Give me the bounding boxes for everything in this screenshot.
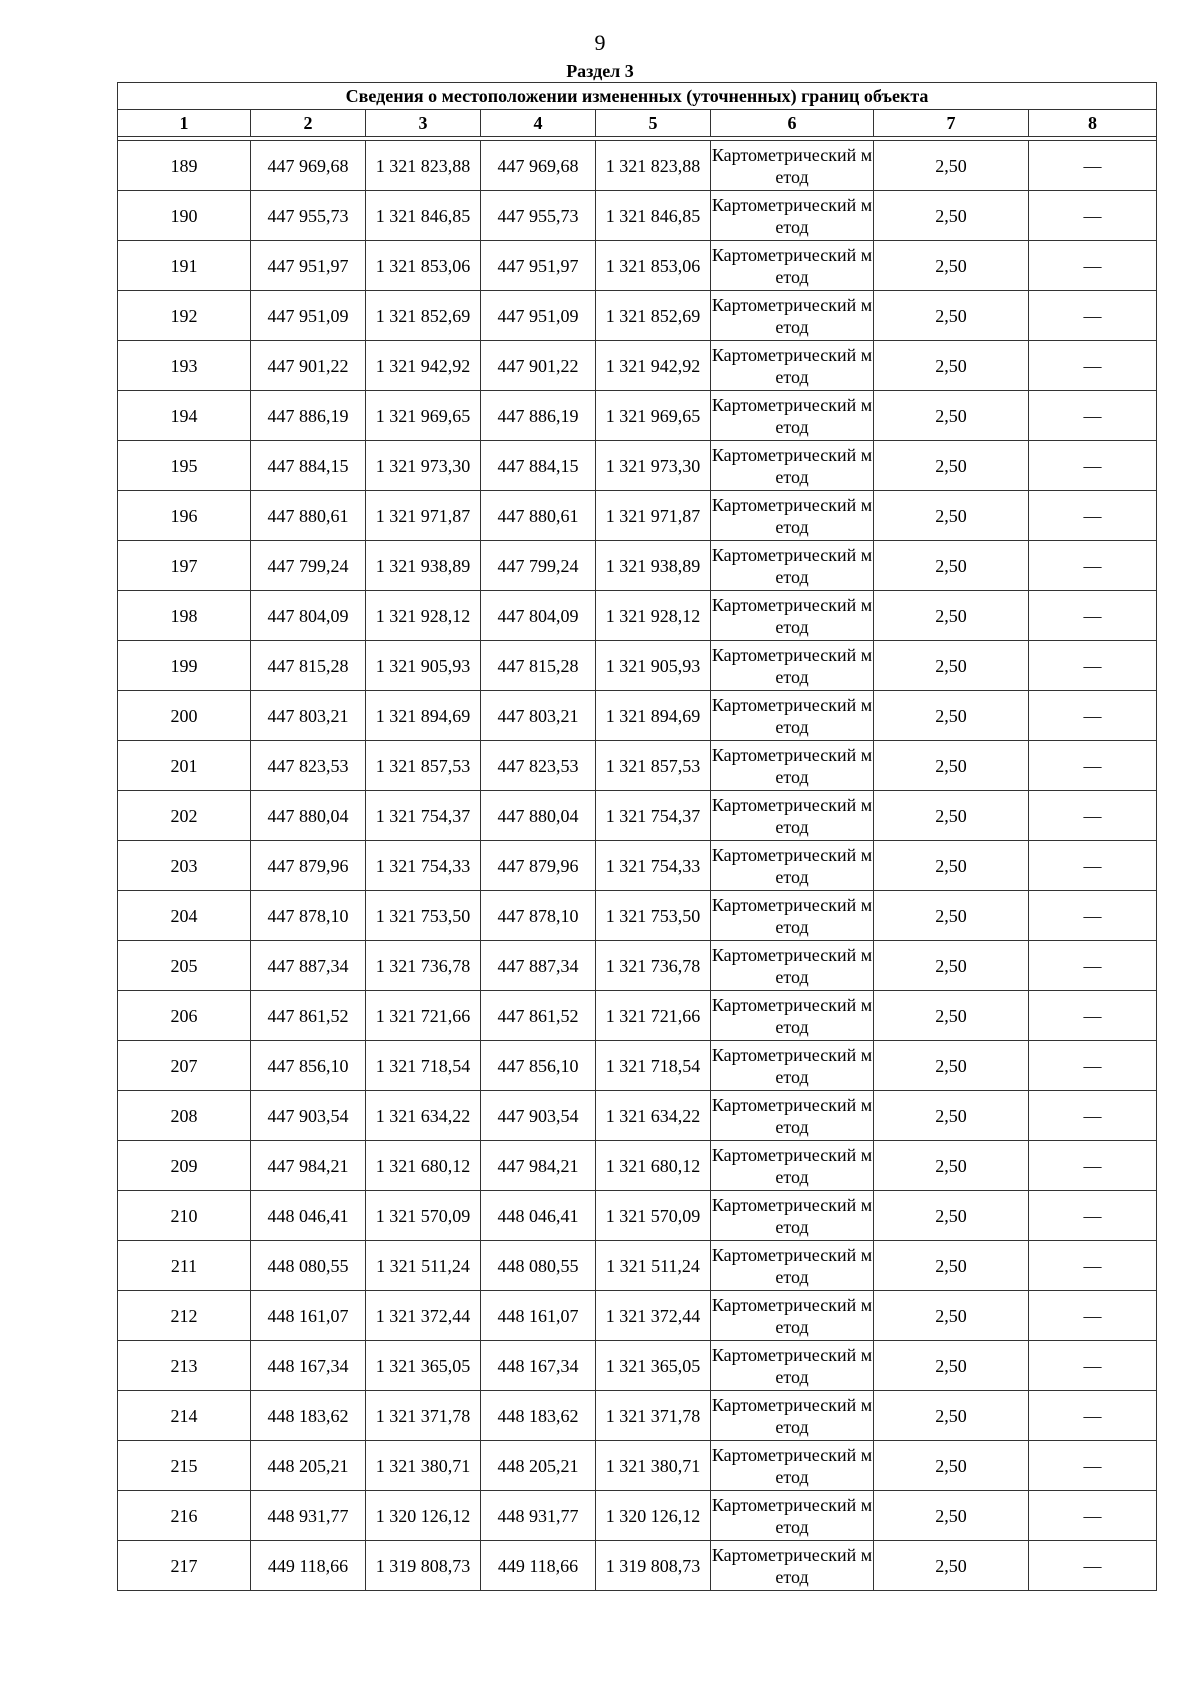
cell-accuracy: 2,50 — [874, 141, 1029, 191]
table-row — [118, 841, 1157, 891]
cell-method: Картометрический метод — [711, 641, 874, 691]
table-row — [118, 1541, 1157, 1591]
cell-description: — — [1029, 1341, 1157, 1391]
table-caption: Сведения о местоположении измененных (уточненных) границ объекта — [118, 83, 1157, 110]
cell-y-refined: 1 321 365,05 — [596, 1341, 711, 1391]
cell-accuracy: 2,50 — [874, 591, 1029, 641]
cell-y-refined: 1 321 853,06 — [596, 241, 711, 291]
cell-x-existing: 447 884,15 — [251, 441, 366, 491]
cell-point-number: 189 — [118, 141, 251, 191]
cell-accuracy: 2,50 — [874, 1441, 1029, 1491]
cell-y-refined: 1 320 126,12 — [596, 1491, 711, 1541]
cell-x-refined: 447 804,09 — [481, 591, 596, 641]
cell-description: — — [1029, 741, 1157, 791]
cell-x-existing: 447 951,97 — [251, 241, 366, 291]
cell-accuracy: 2,50 — [874, 941, 1029, 991]
cell-point-number: 205 — [118, 941, 251, 991]
cell-x-existing: 447 861,52 — [251, 991, 366, 1041]
cell-y-existing: 1 321 928,12 — [366, 591, 481, 641]
cell-method: Картометрический метод — [711, 1241, 874, 1291]
cell-y-existing: 1 321 754,37 — [366, 791, 481, 841]
cell-accuracy: 2,50 — [874, 341, 1029, 391]
cell-point-number: 208 — [118, 1091, 251, 1141]
cell-x-refined: 447 880,04 — [481, 791, 596, 841]
cell-x-existing: 447 878,10 — [251, 891, 366, 941]
column-number-3: 3 — [366, 110, 481, 137]
cell-y-refined: 1 321 736,78 — [596, 941, 711, 991]
cell-description: — — [1029, 1291, 1157, 1341]
table-row — [118, 1141, 1157, 1191]
table-row — [118, 191, 1157, 241]
cell-accuracy: 2,50 — [874, 691, 1029, 741]
table-row — [118, 1091, 1157, 1141]
cell-point-number: 195 — [118, 441, 251, 491]
cell-description: — — [1029, 191, 1157, 241]
cell-method: Картометрический метод — [711, 741, 874, 791]
column-number-row — [118, 110, 1157, 137]
cell-description: — — [1029, 1191, 1157, 1241]
cell-y-existing: 1 321 938,89 — [366, 541, 481, 591]
cell-y-existing: 1 321 718,54 — [366, 1041, 481, 1091]
cell-method: Картометрический метод — [711, 1291, 874, 1341]
cell-description: — — [1029, 391, 1157, 441]
cell-x-refined: 447 969,68 — [481, 141, 596, 191]
cell-point-number: 191 — [118, 241, 251, 291]
cell-x-refined: 447 901,22 — [481, 341, 596, 391]
cell-x-refined: 447 951,09 — [481, 291, 596, 341]
cell-x-existing: 447 856,10 — [251, 1041, 366, 1091]
cell-point-number: 215 — [118, 1441, 251, 1491]
table-row — [118, 441, 1157, 491]
cell-method: Картометрический метод — [711, 491, 874, 541]
cell-x-refined: 448 205,21 — [481, 1441, 596, 1491]
cell-method: Картометрический метод — [711, 1391, 874, 1441]
cell-description: — — [1029, 1041, 1157, 1091]
cell-x-refined: 448 161,07 — [481, 1291, 596, 1341]
cell-description: — — [1029, 1491, 1157, 1541]
cell-x-existing: 449 118,66 — [251, 1541, 366, 1591]
cell-x-existing: 447 823,53 — [251, 741, 366, 791]
cell-description: — — [1029, 1091, 1157, 1141]
cell-description: — — [1029, 441, 1157, 491]
cell-x-refined: 447 879,96 — [481, 841, 596, 891]
cell-x-refined: 447 815,28 — [481, 641, 596, 691]
table-row — [118, 1041, 1157, 1091]
cell-accuracy: 2,50 — [874, 1491, 1029, 1541]
cell-accuracy: 2,50 — [874, 541, 1029, 591]
cell-y-refined: 1 321 754,33 — [596, 841, 711, 891]
table-row — [118, 691, 1157, 741]
cell-method: Картометрический метод — [711, 1341, 874, 1391]
cell-y-existing: 1 321 846,85 — [366, 191, 481, 241]
column-number-8: 8 — [1029, 110, 1157, 137]
cell-x-refined: 447 903,54 — [481, 1091, 596, 1141]
cell-point-number: 211 — [118, 1241, 251, 1291]
table-row — [118, 791, 1157, 841]
cell-method: Картометрический метод — [711, 141, 874, 191]
cell-method: Картометрический метод — [711, 541, 874, 591]
cell-y-existing: 1 321 372,44 — [366, 1291, 481, 1341]
cell-method: Картометрический метод — [711, 841, 874, 891]
cell-y-refined: 1 321 973,30 — [596, 441, 711, 491]
cell-description: — — [1029, 491, 1157, 541]
cell-method: Картометрический метод — [711, 291, 874, 341]
cell-point-number: 200 — [118, 691, 251, 741]
cell-x-refined: 447 861,52 — [481, 991, 596, 1041]
cell-x-existing: 448 167,34 — [251, 1341, 366, 1391]
column-number-2: 2 — [251, 110, 366, 137]
cell-y-refined: 1 321 372,44 — [596, 1291, 711, 1341]
cell-x-refined: 447 880,61 — [481, 491, 596, 541]
table-row — [118, 1241, 1157, 1291]
cell-method: Картометрический метод — [711, 1091, 874, 1141]
cell-y-existing: 1 321 680,12 — [366, 1141, 481, 1191]
cell-point-number: 199 — [118, 641, 251, 691]
cell-y-refined: 1 321 905,93 — [596, 641, 711, 691]
cell-y-refined: 1 321 380,71 — [596, 1441, 711, 1491]
cell-x-existing: 447 901,22 — [251, 341, 366, 391]
cell-x-refined: 447 951,97 — [481, 241, 596, 291]
cell-accuracy: 2,50 — [874, 1291, 1029, 1341]
table-row — [118, 491, 1157, 541]
column-number-1: 1 — [118, 110, 251, 137]
cell-accuracy: 2,50 — [874, 241, 1029, 291]
cell-y-existing: 1 321 894,69 — [366, 691, 481, 741]
cell-description: — — [1029, 241, 1157, 291]
cell-y-refined: 1 321 754,37 — [596, 791, 711, 841]
cell-x-existing: 447 951,09 — [251, 291, 366, 341]
cell-description: — — [1029, 991, 1157, 1041]
cell-method: Картометрический метод — [711, 1191, 874, 1241]
cell-y-refined: 1 321 971,87 — [596, 491, 711, 541]
section-title: Раздел 3 — [566, 61, 634, 81]
cell-y-existing: 1 321 973,30 — [366, 441, 481, 491]
cell-point-number: 190 — [118, 191, 251, 241]
table-caption-row — [118, 83, 1157, 110]
cell-y-refined: 1 321 511,24 — [596, 1241, 711, 1291]
cell-y-existing: 1 321 380,71 — [366, 1441, 481, 1491]
cell-description: — — [1029, 941, 1157, 991]
cell-point-number: 214 — [118, 1391, 251, 1441]
page-number: 9 — [594, 30, 606, 55]
cell-y-refined: 1 321 969,65 — [596, 391, 711, 441]
cell-y-refined: 1 321 680,12 — [596, 1141, 711, 1191]
cell-description: — — [1029, 541, 1157, 591]
cell-accuracy: 2,50 — [874, 1191, 1029, 1241]
cell-method: Картометрический метод — [711, 1041, 874, 1091]
cell-point-number: 206 — [118, 991, 251, 1041]
cell-x-refined: 447 803,21 — [481, 691, 596, 741]
cell-point-number: 217 — [118, 1541, 251, 1591]
cell-method: Картометрический метод — [711, 891, 874, 941]
cell-point-number: 196 — [118, 491, 251, 541]
cell-x-existing: 447 887,34 — [251, 941, 366, 991]
cell-point-number: 204 — [118, 891, 251, 941]
cell-x-existing: 447 804,09 — [251, 591, 366, 641]
cell-x-existing: 447 955,73 — [251, 191, 366, 241]
cell-point-number: 198 — [118, 591, 251, 641]
cell-x-existing: 447 886,19 — [251, 391, 366, 441]
table-row — [118, 891, 1157, 941]
cell-accuracy: 2,50 — [874, 441, 1029, 491]
boundary-coordinates-table — [117, 82, 1157, 1591]
cell-x-refined: 447 955,73 — [481, 191, 596, 241]
table-row — [118, 1291, 1157, 1341]
cell-x-existing: 448 931,77 — [251, 1491, 366, 1541]
cell-x-existing: 448 205,21 — [251, 1441, 366, 1491]
cell-point-number: 202 — [118, 791, 251, 841]
cell-x-existing: 447 799,24 — [251, 541, 366, 591]
cell-x-refined: 447 984,21 — [481, 1141, 596, 1191]
table-row — [118, 991, 1157, 1041]
cell-y-existing: 1 321 753,50 — [366, 891, 481, 941]
cell-x-refined: 447 823,53 — [481, 741, 596, 791]
cell-y-refined: 1 321 634,22 — [596, 1091, 711, 1141]
cell-method: Картометрический метод — [711, 391, 874, 441]
cell-method: Картометрический метод — [711, 241, 874, 291]
table-row — [118, 641, 1157, 691]
cell-description: — — [1029, 291, 1157, 341]
table-row — [118, 1441, 1157, 1491]
cell-x-refined: 447 886,19 — [481, 391, 596, 441]
cell-y-existing: 1 321 365,05 — [366, 1341, 481, 1391]
cell-y-refined: 1 321 570,09 — [596, 1191, 711, 1241]
cell-point-number: 212 — [118, 1291, 251, 1341]
cell-x-existing: 447 984,21 — [251, 1141, 366, 1191]
cell-accuracy: 2,50 — [874, 1241, 1029, 1291]
cell-point-number: 201 — [118, 741, 251, 791]
cell-x-refined: 448 167,34 — [481, 1341, 596, 1391]
cell-accuracy: 2,50 — [874, 1141, 1029, 1191]
cell-x-refined: 447 878,10 — [481, 891, 596, 941]
cell-y-refined: 1 321 894,69 — [596, 691, 711, 741]
cell-accuracy: 2,50 — [874, 1341, 1029, 1391]
table-row — [118, 1491, 1157, 1541]
cell-y-existing: 1 321 971,87 — [366, 491, 481, 541]
cell-y-refined: 1 321 857,53 — [596, 741, 711, 791]
cell-y-refined: 1 321 718,54 — [596, 1041, 711, 1091]
cell-description: — — [1029, 691, 1157, 741]
cell-y-existing: 1 321 634,22 — [366, 1091, 481, 1141]
cell-description: — — [1029, 891, 1157, 941]
cell-x-existing: 447 880,04 — [251, 791, 366, 841]
cell-y-refined: 1 321 852,69 — [596, 291, 711, 341]
cell-y-existing: 1 321 942,92 — [366, 341, 481, 391]
cell-x-refined: 447 856,10 — [481, 1041, 596, 1091]
cell-y-existing: 1 321 511,24 — [366, 1241, 481, 1291]
cell-description: — — [1029, 1241, 1157, 1291]
table-row — [118, 591, 1157, 641]
column-number-4: 4 — [481, 110, 596, 137]
cell-x-existing: 447 903,54 — [251, 1091, 366, 1141]
cell-y-existing: 1 321 852,69 — [366, 291, 481, 341]
cell-method: Картометрический метод — [711, 991, 874, 1041]
table-row — [118, 141, 1157, 191]
cell-accuracy: 2,50 — [874, 1541, 1029, 1591]
table-row — [118, 1191, 1157, 1241]
column-number-5: 5 — [596, 110, 711, 137]
cell-method: Картометрический метод — [711, 1441, 874, 1491]
cell-y-existing: 1 320 126,12 — [366, 1491, 481, 1541]
cell-method: Картометрический метод — [711, 691, 874, 741]
cell-x-refined: 448 183,62 — [481, 1391, 596, 1441]
cell-x-existing: 448 080,55 — [251, 1241, 366, 1291]
cell-x-refined: 448 080,55 — [481, 1241, 596, 1291]
cell-y-refined: 1 321 753,50 — [596, 891, 711, 941]
cell-description: — — [1029, 1541, 1157, 1591]
cell-accuracy: 2,50 — [874, 791, 1029, 841]
column-number-7: 7 — [874, 110, 1029, 137]
cell-point-number: 194 — [118, 391, 251, 441]
table-row — [118, 1341, 1157, 1391]
table-row — [118, 941, 1157, 991]
cell-method: Картометрический метод — [711, 791, 874, 841]
cell-y-existing: 1 321 754,33 — [366, 841, 481, 891]
cell-y-existing: 1 321 905,93 — [366, 641, 481, 691]
cell-point-number: 213 — [118, 1341, 251, 1391]
cell-x-refined: 447 799,24 — [481, 541, 596, 591]
column-number-6: 6 — [711, 110, 874, 137]
cell-accuracy: 2,50 — [874, 891, 1029, 941]
cell-description: — — [1029, 1441, 1157, 1491]
cell-y-refined: 1 321 371,78 — [596, 1391, 711, 1441]
cell-x-existing: 447 803,21 — [251, 691, 366, 741]
cell-y-existing: 1 321 853,06 — [366, 241, 481, 291]
cell-y-refined: 1 321 721,66 — [596, 991, 711, 1041]
cell-description: — — [1029, 1141, 1157, 1191]
cell-x-existing: 448 046,41 — [251, 1191, 366, 1241]
cell-method: Картометрический метод — [711, 591, 874, 641]
cell-y-refined: 1 321 928,12 — [596, 591, 711, 641]
cell-point-number: 192 — [118, 291, 251, 341]
cell-accuracy: 2,50 — [874, 391, 1029, 441]
cell-y-refined: 1 321 942,92 — [596, 341, 711, 391]
cell-accuracy: 2,50 — [874, 1391, 1029, 1441]
table-row — [118, 741, 1157, 791]
cell-x-existing: 447 815,28 — [251, 641, 366, 691]
table-row — [118, 1391, 1157, 1441]
cell-y-refined: 1 321 846,85 — [596, 191, 711, 241]
table-row — [118, 291, 1157, 341]
cell-x-refined: 447 884,15 — [481, 441, 596, 491]
cell-accuracy: 2,50 — [874, 741, 1029, 791]
cell-y-existing: 1 319 808,73 — [366, 1541, 481, 1591]
cell-method: Картометрический метод — [711, 1541, 874, 1591]
cell-description: — — [1029, 591, 1157, 641]
cell-accuracy: 2,50 — [874, 841, 1029, 891]
cell-y-existing: 1 321 371,78 — [366, 1391, 481, 1441]
cell-x-refined: 448 046,41 — [481, 1191, 596, 1241]
cell-accuracy: 2,50 — [874, 491, 1029, 541]
cell-y-existing: 1 321 969,65 — [366, 391, 481, 441]
table-row — [118, 241, 1157, 291]
cell-y-existing: 1 321 736,78 — [366, 941, 481, 991]
cell-y-existing: 1 321 570,09 — [366, 1191, 481, 1241]
cell-method: Картометрический метод — [711, 341, 874, 391]
cell-point-number: 209 — [118, 1141, 251, 1191]
cell-x-refined: 449 118,66 — [481, 1541, 596, 1591]
cell-y-existing: 1 321 823,88 — [366, 141, 481, 191]
table-body — [118, 141, 1157, 1591]
cell-description: — — [1029, 841, 1157, 891]
cell-method: Картометрический метод — [711, 1141, 874, 1191]
cell-description: — — [1029, 1391, 1157, 1441]
cell-accuracy: 2,50 — [874, 1091, 1029, 1141]
table-row — [118, 341, 1157, 391]
cell-point-number: 207 — [118, 1041, 251, 1091]
cell-accuracy: 2,50 — [874, 641, 1029, 691]
cell-accuracy: 2,50 — [874, 991, 1029, 1041]
cell-description: — — [1029, 641, 1157, 691]
cell-x-existing: 448 161,07 — [251, 1291, 366, 1341]
cell-point-number: 193 — [118, 341, 251, 391]
cell-x-existing: 447 880,61 — [251, 491, 366, 541]
cell-method: Картометрический метод — [711, 441, 874, 491]
cell-description: — — [1029, 341, 1157, 391]
cell-point-number: 210 — [118, 1191, 251, 1241]
cell-description: — — [1029, 141, 1157, 191]
cell-y-refined: 1 319 808,73 — [596, 1541, 711, 1591]
cell-y-refined: 1 321 823,88 — [596, 141, 711, 191]
cell-accuracy: 2,50 — [874, 191, 1029, 241]
cell-y-existing: 1 321 721,66 — [366, 991, 481, 1041]
cell-accuracy: 2,50 — [874, 1041, 1029, 1091]
cell-x-existing: 447 879,96 — [251, 841, 366, 891]
cell-x-refined: 448 931,77 — [481, 1491, 596, 1541]
cell-method: Картометрический метод — [711, 1491, 874, 1541]
cell-description: — — [1029, 791, 1157, 841]
cell-x-refined: 447 887,34 — [481, 941, 596, 991]
cell-x-existing: 448 183,62 — [251, 1391, 366, 1441]
cell-method: Картометрический метод — [711, 941, 874, 991]
cell-point-number: 203 — [118, 841, 251, 891]
cell-y-refined: 1 321 938,89 — [596, 541, 711, 591]
cell-point-number: 197 — [118, 541, 251, 591]
cell-accuracy: 2,50 — [874, 291, 1029, 341]
cell-point-number: 216 — [118, 1491, 251, 1541]
cell-x-existing: 447 969,68 — [251, 141, 366, 191]
cell-method: Картометрический метод — [711, 191, 874, 241]
table-row — [118, 541, 1157, 591]
table-row — [118, 391, 1157, 441]
cell-y-existing: 1 321 857,53 — [366, 741, 481, 791]
